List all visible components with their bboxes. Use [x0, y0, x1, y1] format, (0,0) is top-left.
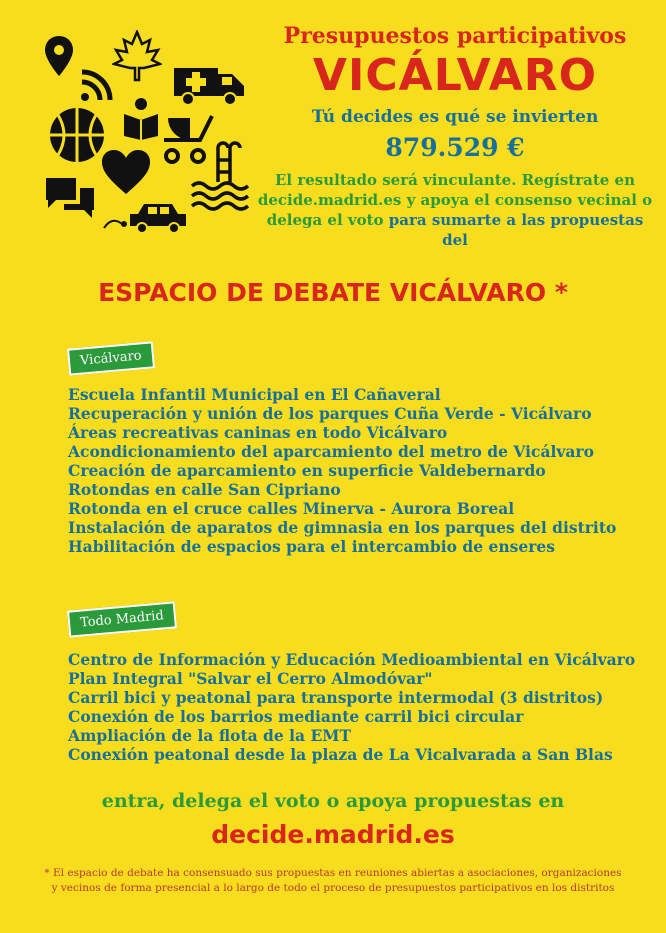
footnote — [18, 866, 648, 896]
proposal-list-todo-madrid — [68, 650, 635, 764]
list-item: Áreas recreativas caninas en todo Vicálvaro — [68, 423, 448, 442]
list-item: Rotondas en calle San Cipriano — [68, 480, 341, 499]
list-item: Creación de aparcamiento en superficie Valdebernardo — [68, 461, 546, 480]
maple-leaf-icon — [112, 30, 162, 82]
registration-note — [255, 170, 655, 250]
ambulance-icon — [170, 58, 248, 108]
note-url-link[interactable]: decide.madrid.es — [257, 191, 402, 209]
footnote-line-1: * El espacio de debate ha consensuado sus propuestas en reuniones abiertas a asociaciones, organizaciones — [44, 867, 622, 879]
list-item: Centro de Información y Educación Medioambiental en Vicálvaro — [68, 650, 636, 669]
location-pin-icon — [42, 34, 76, 78]
budget-amount: 879.529 € — [385, 133, 525, 162]
list-item: Conexión de los barrios mediante carril bici circular — [68, 707, 524, 726]
page-title: VICÁLVARO — [312, 50, 598, 101]
heart-icon — [100, 148, 152, 196]
call-to-action: entra, delega el voto o apoya propuestas en — [101, 790, 565, 812]
note-text-2: y apoya el consenso vecinal o — [406, 191, 653, 209]
reading-person-icon — [120, 96, 162, 140]
list-item: Habilitación de espacios para el intercambio de enseres — [68, 537, 555, 556]
cta-url-link[interactable]: decide.madrid.es — [211, 820, 455, 849]
list-item: Plan Integral "Salvar el Cerro Almodóvar" — [68, 669, 433, 688]
group-tag-todo-madrid: Todo Madrid — [67, 601, 177, 637]
list-item: Recuperación y unión de los parques Cuña Verde - Vicálvaro — [68, 404, 592, 423]
list-item: Acondicionamiento del aparcamiento del metro de Vicálvaro — [68, 442, 594, 461]
waves-icon — [190, 178, 250, 212]
icon-collage — [30, 28, 250, 238]
list-item: Instalación de aparatos de gimnasia en los parques del distrito — [68, 518, 617, 537]
note-text-1: El resultado será vinculante. Regístrate en — [275, 171, 635, 189]
car-plug-icon — [102, 198, 194, 234]
list-item: Ampliación de la flota de la EMT — [68, 726, 351, 745]
subtitle: Tú decides es qué se invierten — [311, 107, 599, 127]
chat-bubbles-icon — [44, 176, 96, 224]
list-item: Carril bici y peatonal para transporte intermodal (3 distritos) — [68, 688, 604, 707]
group-tag-vicalvaro: Vicálvaro — [67, 341, 155, 375]
list-item: Rotonda en el cruce calles Minerva - Aurora Boreal — [68, 499, 515, 518]
section-title: ESPACIO DE DEBATE VICÁLVARO * — [98, 278, 568, 307]
stroller-icon — [160, 110, 220, 166]
proposal-list-vicalvaro — [68, 385, 616, 556]
header — [255, 22, 655, 250]
list-item: Escuela Infantil Municipal en El Cañaveral — [68, 385, 441, 404]
note-text-4: para sumarte a las propuestas del — [388, 211, 644, 249]
pre-title: Presupuestos participativos — [283, 23, 627, 49]
note-text-3: delega el voto — [266, 211, 384, 229]
footnote-line-2: y vecinos de forma presencial a lo largo de todo el proceso de presupuestos participativos en los distritos — [51, 882, 615, 894]
basketball-icon — [46, 104, 108, 166]
list-item: Conexión peatonal desde la plaza de La Vicalvarada a San Blas — [68, 745, 613, 764]
